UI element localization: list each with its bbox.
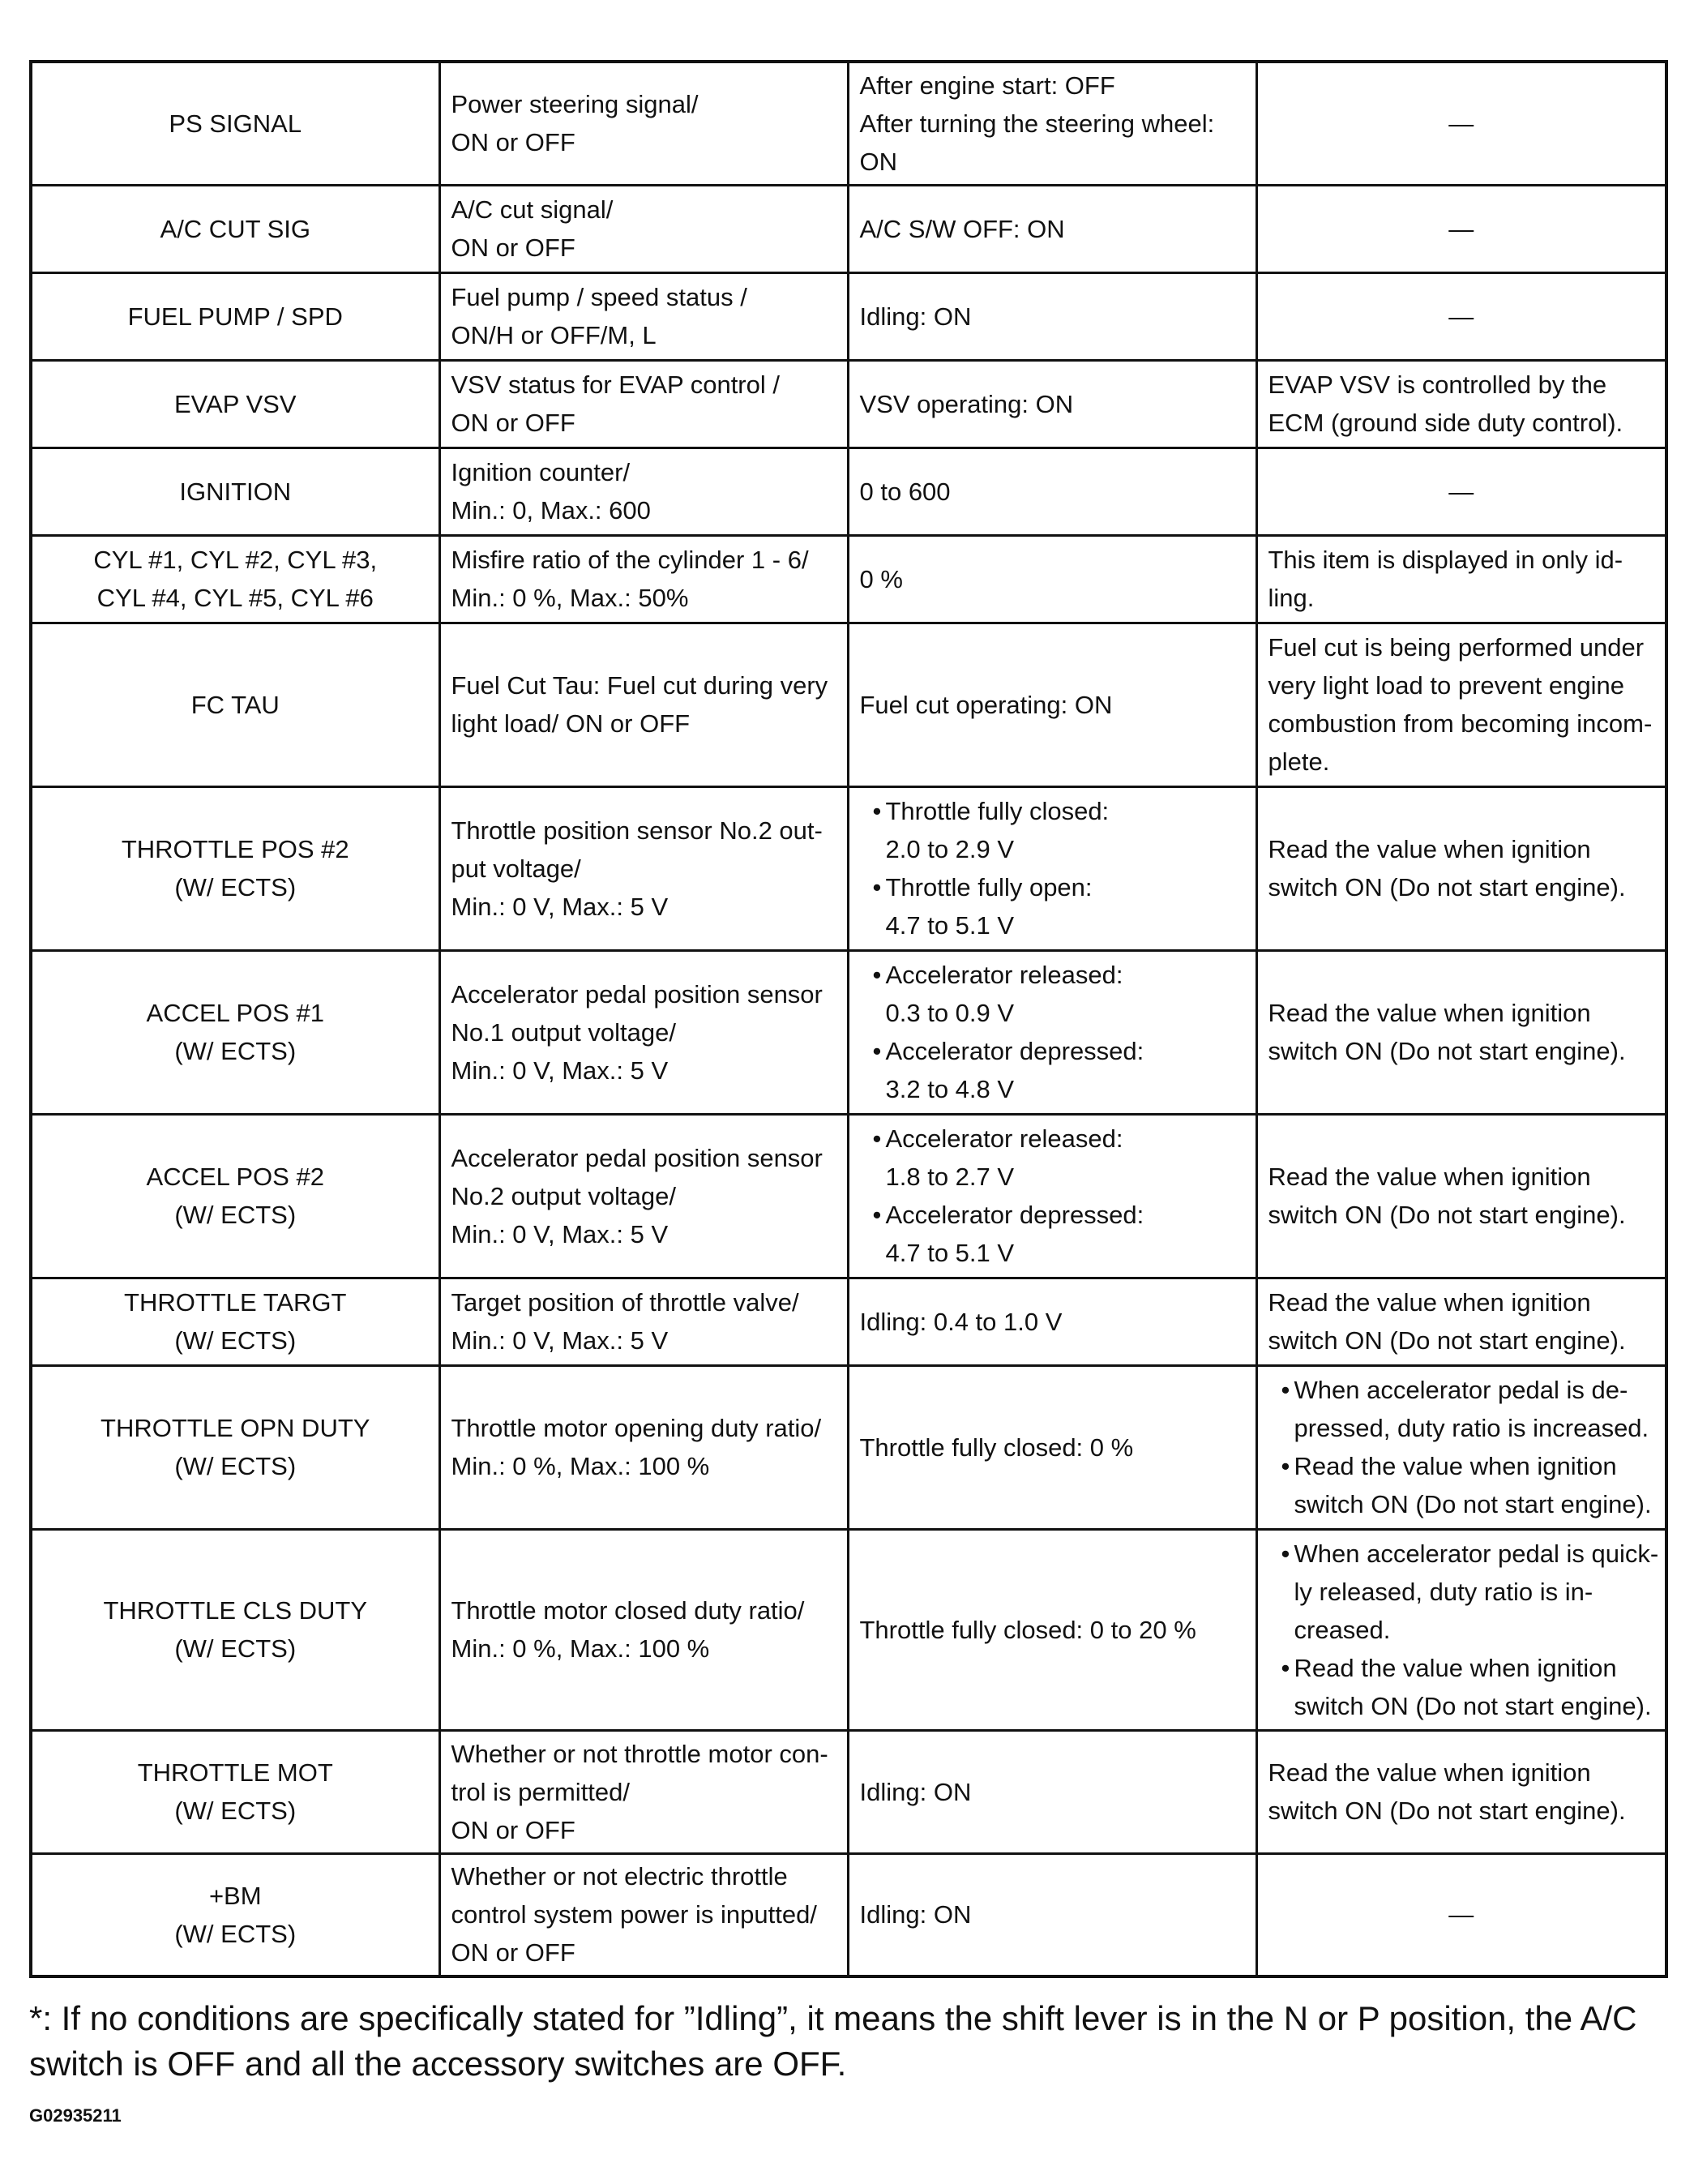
cell-text-line: switch ON (Do not start engine). [1268,1037,1626,1065]
cell-text-line: combustion from becoming incom- [1268,709,1653,738]
cell-text-line: Min.: 0 V, Max.: 5 V [451,1219,669,1248]
cell-text-line: Read the value when ignition [1268,999,1591,1027]
cell-text-line: ON [859,147,897,176]
cell-text-line: THROTTLE CLS DUTY [103,1596,368,1625]
item-name-cell [31,1114,439,1278]
diagnostic-note-cell [1256,1730,1666,1853]
measurement-range-cell [439,1853,848,1976]
cell-text-line: Accelerator pedal position sensor [451,1143,823,1172]
measurement-range-cell [439,62,848,185]
cell-text-line: ON or OFF [451,233,575,262]
item-name-cell [31,1853,439,1976]
normal-condition-cell [848,360,1256,448]
diagnostic-note-cell [1256,1529,1666,1730]
diagnostic-note-cell [1256,950,1666,1114]
cell-text-line: Idling: ON [859,1900,972,1929]
item-name-cell [31,1278,439,1365]
table-row [31,448,1666,535]
cell-text-line: No.1 output voltage/ [451,1017,676,1047]
item-name-cell [31,623,439,786]
table-row [31,1529,1666,1730]
normal-condition-cell [848,1365,1256,1529]
measurement-range-cell [439,623,848,786]
bullet-item-line: • When accelerator pedal is de- [1268,1371,1655,1409]
cell-text-line: ON or OFF [451,128,575,157]
item-name-cell [31,272,439,360]
bullet-item-line: 0.3 to 0.9 V [885,999,1015,1027]
item-name-cell [31,786,439,950]
idling-footnote [29,1996,1675,2087]
normal-condition-cell [848,1278,1256,1365]
cell-text-line: ACCEL POS #2 [146,1163,324,1191]
bullet-item-line: switch ON (Do not start engine). [1294,1490,1652,1518]
cell-text-line: Min.: 0 %, Max.: 100 % [451,1634,710,1663]
measurement-range-cell [439,1730,848,1853]
cell-text-line: ON/H or OFF/M, L [451,321,657,349]
figure-code: G02935211 [29,2105,122,2126]
measurement-range-cell [439,1114,848,1278]
item-name-cell [31,1730,439,1853]
cell-text-line: switch ON (Do not start engine). [1268,1326,1626,1355]
cell-text-line: Fuel cut is being performed under [1268,633,1645,662]
cell-text-line: Fuel pump / speed status / [451,283,747,311]
table-row [31,360,1666,448]
bullet-item-line: • Accelerator depressed: [860,1032,1245,1070]
diagnostic-note-cell [1256,360,1666,448]
cell-text-line: Idling: 0.4 to 1.0 V [859,1307,1063,1336]
table-row [31,272,1666,360]
cell-text-line: (W/ ECTS) [174,1037,297,1065]
normal-condition-cell [848,950,1256,1114]
cell-text-line: VSV status for EVAP control / [451,370,780,399]
measurement-range-cell [439,1365,848,1529]
cell-text-line: FUEL PUMP / SPD [127,302,343,331]
table-row [31,1278,1666,1365]
diagnostic-note-cell [1256,185,1666,272]
cell-text-line: ECM (ground side duty control). [1268,409,1623,437]
cell-text-line: A/C cut signal/ [451,195,614,224]
cell-text-line: IGNITION [179,477,292,506]
cell-text-line: Whether or not electric throttle [451,1862,788,1891]
cell-text-line: THROTTLE TARGT [124,1288,347,1317]
normal-condition-cell [848,185,1256,272]
cell-text-line: Min.: 0 %, Max.: 50% [451,584,689,612]
measurement-range-cell [439,185,848,272]
cell-text-line: Throttle fully closed: 0 % [859,1432,1134,1462]
bullet-item-line: • Read the value when ignition [1268,1447,1655,1485]
normal-condition-cell [848,1853,1256,1976]
cell-text-line: 0 to 600 [859,477,951,506]
item-name-cell [31,535,439,623]
bullet-item-line: 4.7 to 5.1 V [885,1239,1015,1267]
table-row [31,1365,1666,1529]
normal-condition-cell [848,1730,1256,1853]
cell-text-line: — [1448,302,1474,331]
footnote-line-1: *: If no conditions are specifically stated for ”Idling”, it means the shift lever is in the N or P position, the A/C [29,1999,1637,2037]
bullet-item-line: pressed, duty ratio is increased. [1294,1414,1649,1442]
cell-text-line: Min.: 0 V, Max.: 5 V [451,892,669,921]
bullet-item-line: • Accelerator depressed: [860,1196,1245,1234]
normal-condition-cell [848,448,1256,535]
cell-text-line: Throttle motor opening duty ratio/ [451,1414,822,1442]
cell-text-line: (W/ ECTS) [174,1919,297,1948]
bullet-item-line: • Read the value when ignition [1268,1649,1655,1687]
cell-text-line: Power steering signal/ [451,90,699,119]
cell-text-line: (W/ ECTS) [174,1452,297,1480]
cell-text-line: Min.: 0, Max.: 600 [451,496,651,525]
diagnostic-note-cell [1256,623,1666,786]
footnote-line-2: switch is OFF and all the accessory switches are OFF. [29,2045,847,2083]
item-name-cell [31,448,439,535]
diagnostic-note-cell [1256,535,1666,623]
measurement-range-cell [439,1529,848,1730]
cell-text-line: (W/ ECTS) [174,1201,297,1229]
cell-text-line: light load/ ON or OFF [451,709,691,738]
cell-text-line: (W/ ECTS) [174,1796,297,1825]
cell-text-line: Read the value when ignition [1268,1288,1591,1317]
item-name-cell [31,360,439,448]
cell-text-line: Throttle motor closed duty ratio/ [451,1596,805,1625]
normal-condition-cell [848,535,1256,623]
cell-text-line: control system power is inputted/ [451,1900,817,1929]
normal-condition-cell [848,786,1256,950]
table-row [31,1730,1666,1853]
cell-text-line: EVAP VSV is controlled by the [1268,370,1607,399]
diagnostic-note-cell [1256,1365,1666,1529]
cell-text-line: Read the value when ignition [1268,835,1591,863]
cell-text-line: — [1448,1900,1474,1929]
table-row [31,786,1666,950]
cell-text-line: Whether or not throttle motor con- [451,1739,828,1768]
cell-text-line: ACCEL POS #1 [146,999,324,1027]
cell-text-line: FC TAU [190,690,280,719]
table-row [31,1853,1666,1976]
cell-text-line: — [1448,214,1474,243]
cell-text-line: Read the value when ignition [1268,1758,1591,1787]
cell-text-line: No.2 output voltage/ [451,1181,676,1210]
measurement-range-cell [439,950,848,1114]
bullet-item-line: • Accelerator released: [860,1120,1245,1158]
table-row [31,623,1666,786]
diagnostic-note-cell [1256,1853,1666,1976]
item-name-cell [31,185,439,272]
cell-text-line: Accelerator pedal position sensor [451,979,823,1008]
cell-text-line: Ignition counter/ [451,458,631,486]
diagnostic-note-cell [1256,62,1666,185]
cell-text-line: This item is displayed in only id- [1268,546,1623,574]
bullet-item-line: • Throttle fully closed: [860,792,1245,830]
cell-text-line: After turning the steering wheel: [859,109,1215,138]
cell-text-line: ling. [1268,584,1315,612]
table-row [31,185,1666,272]
cell-text-line: Fuel cut operating: ON [859,690,1113,719]
cell-text-line: (W/ ECTS) [174,1326,297,1355]
table-row [31,535,1666,623]
cell-text-line: CYL #1, CYL #2, CYL #3, [93,546,378,574]
cell-text-line: Min.: 0 V, Max.: 5 V [451,1056,669,1085]
cell-text-line: EVAP VSV [174,389,297,418]
item-name-cell [31,62,439,185]
cell-text-line: very light load to prevent engine [1268,671,1624,700]
cell-text-line: Throttle position sensor No.2 out- [451,816,823,845]
cell-text-line: ON or OFF [451,1938,575,1968]
bullet-item-line: 2.0 to 2.9 V [885,835,1015,863]
item-name-cell [31,1365,439,1529]
measurement-range-cell [439,786,848,950]
measurement-range-cell [439,448,848,535]
bullet-item-line: 3.2 to 4.8 V [885,1075,1015,1103]
cell-text-line: +BM [208,1881,262,1910]
cell-text-line: Throttle fully closed: 0 to 20 % [859,1615,1196,1644]
diagnostic-note-cell [1256,1114,1666,1278]
cell-text-line: Idling: ON [859,302,972,331]
cell-text-line: PS SIGNAL [169,109,302,138]
cell-text-line: switch ON (Do not start engine). [1268,1201,1626,1229]
item-name-cell [31,1529,439,1730]
measurement-range-cell [439,535,848,623]
data-list-sheet [29,60,1665,1978]
cell-text-line: switch ON (Do not start engine). [1268,1796,1626,1825]
cell-text-line: (W/ ECTS) [174,1634,297,1663]
bullet-item-line: • When accelerator pedal is quick- [1268,1535,1655,1573]
normal-condition-cell [848,62,1256,185]
diagnostic-note-cell [1256,448,1666,535]
item-name-cell [31,950,439,1114]
cell-text-line: put voltage/ [451,854,581,883]
cell-text-line: (W/ ECTS) [174,873,297,901]
bullet-item-line: 1.8 to 2.7 V [885,1163,1015,1191]
diagnostic-note-cell [1256,272,1666,360]
cell-text-line: Idling: ON [859,1777,972,1806]
cell-text-line: plete. [1268,747,1330,776]
measurement-range-cell [439,1278,848,1365]
cell-text-line: 0 % [859,564,903,593]
cell-text-line: THROTTLE POS #2 [121,835,349,863]
cell-text-line: Target position of throttle valve/ [451,1288,799,1317]
cell-text-line: — [1448,477,1474,506]
cell-text-line: CYL #4, CYL #5, CYL #6 [96,584,374,612]
bullet-item-line: creased. [1294,1615,1391,1644]
cell-text-line: Fuel Cut Tau: Fuel cut during very [451,671,828,700]
cell-text-line: Min.: 0 V, Max.: 5 V [451,1326,669,1355]
cell-text-line: Min.: 0 %, Max.: 100 % [451,1452,710,1480]
cell-text-line: trol is permitted/ [451,1777,631,1806]
cell-text-line: ON or OFF [451,1815,575,1844]
cell-text-line: After engine start: OFF [859,71,1115,100]
cell-text-line: Read the value when ignition [1268,1163,1591,1191]
cell-text-line: — [1448,109,1474,138]
bullet-item-line: 4.7 to 5.1 V [885,911,1015,940]
cell-text-line: Misfire ratio of the cylinder 1 - 6/ [451,546,809,574]
bullet-item-line: • Accelerator released: [860,956,1245,994]
cell-text-line: ON or OFF [451,409,575,437]
normal-condition-cell [848,272,1256,360]
cell-text-line: THROTTLE MOT [137,1758,333,1787]
cell-text-line: A/C CUT SIG [160,214,310,243]
data-list-table [29,60,1668,1978]
cell-text-line: THROTTLE OPN DUTY [101,1414,370,1442]
measurement-range-cell [439,272,848,360]
table-body [31,62,1666,1976]
table-row [31,1114,1666,1278]
measurement-range-cell [439,360,848,448]
diagnostic-note-cell [1256,786,1666,950]
bullet-item-line: switch ON (Do not start engine). [1294,1691,1652,1720]
cell-text-line: A/C S/W OFF: ON [859,214,1065,243]
cell-text-line: VSV operating: ON [859,389,1074,418]
normal-condition-cell [848,1114,1256,1278]
bullet-item-line: ly released, duty ratio is in- [1294,1577,1593,1606]
table-row [31,62,1666,185]
normal-condition-cell [848,623,1256,786]
cell-text-line: switch ON (Do not start engine). [1268,873,1626,901]
table-row [31,950,1666,1114]
normal-condition-cell [848,1529,1256,1730]
diagnostic-note-cell [1256,1278,1666,1365]
bullet-item-line: • Throttle fully open: [860,868,1245,906]
